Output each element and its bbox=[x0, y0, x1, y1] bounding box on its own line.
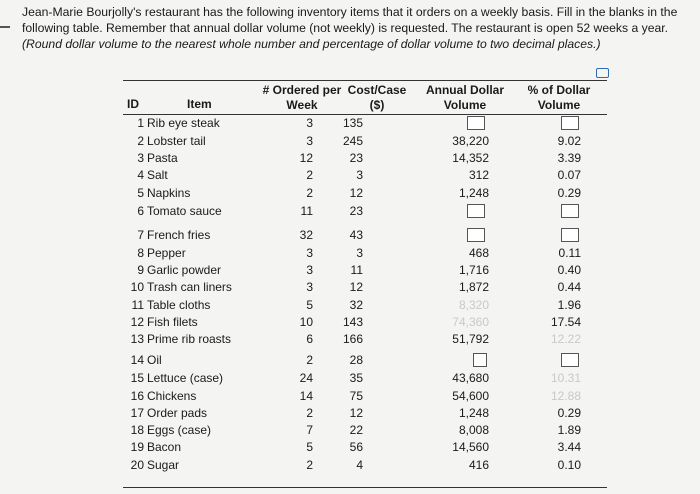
cell-ordered: 12 bbox=[299, 151, 313, 165]
cell-annual: 14,560 bbox=[452, 440, 489, 454]
table-row bbox=[123, 405, 607, 422]
cell-ordered: 2 bbox=[306, 353, 313, 367]
cell-cost: 43 bbox=[349, 228, 363, 242]
cell-annual: 468 bbox=[468, 246, 489, 260]
header-cost-line2: ($) bbox=[369, 98, 385, 112]
header-cost-line1: Cost/Case bbox=[347, 83, 407, 97]
cell-annual: 1,248 bbox=[458, 406, 489, 420]
cell-cost: 11 bbox=[350, 263, 363, 277]
cell-id: 4 bbox=[137, 168, 144, 182]
cell-cost: 32 bbox=[349, 298, 363, 312]
header-id: ID bbox=[127, 97, 139, 111]
cell-pct: 0.07 bbox=[557, 168, 581, 182]
cell-ordered: 32 bbox=[299, 228, 313, 242]
table-row bbox=[123, 388, 607, 405]
cell-cost: 3 bbox=[356, 246, 363, 260]
cell-annual: 14,352 bbox=[452, 151, 489, 165]
cell-cost: 12 bbox=[349, 280, 363, 294]
header-annual-line1: Annual Dollar bbox=[425, 83, 504, 97]
cell-cost: 56 bbox=[349, 440, 363, 454]
cell-id: 10 bbox=[130, 280, 144, 294]
table-bottom-rule bbox=[123, 487, 607, 488]
table-row bbox=[123, 457, 607, 474]
cell-ordered: 6 bbox=[306, 332, 313, 346]
cell-item: Bacon bbox=[147, 440, 182, 454]
header-ordered-line1: # Ordered per bbox=[262, 83, 342, 97]
cell-pct: 3.39 bbox=[557, 151, 581, 165]
annual-volume-input[interactable] bbox=[467, 204, 485, 218]
percent-volume-input[interactable] bbox=[561, 228, 579, 242]
cell-annual: 1,872 bbox=[458, 280, 489, 294]
table-row bbox=[123, 150, 607, 167]
cell-annual: 8,008 bbox=[458, 423, 489, 437]
cell-ordered: 10 bbox=[299, 315, 313, 329]
cell-annual: 38,220 bbox=[452, 134, 489, 148]
cell-cost: 22 bbox=[349, 423, 363, 437]
cell-item: Sugar bbox=[147, 458, 180, 472]
cell-pct: 12.22 bbox=[550, 332, 581, 346]
cell-ordered: 3 bbox=[306, 134, 313, 148]
cell-annual: 54,600 bbox=[452, 389, 489, 403]
instructions-text: Jean-Marie Bourjolly's restaurant has the following inventory items that it orders on a weekly basis. Fill in the blanks in the following table. Remember that annual dollar volume (not weekly) is requested. The restaurant is open 52 weeks a year. bbox=[22, 5, 678, 35]
cell-annual: 74,360 bbox=[452, 315, 489, 329]
table-row bbox=[123, 245, 607, 262]
cell-id: 15 bbox=[130, 371, 144, 385]
cell-cost: 12 bbox=[349, 406, 363, 420]
header-pct bbox=[521, 83, 597, 113]
cell-pct: 1.96 bbox=[557, 298, 581, 312]
cell-ordered: 14 bbox=[299, 389, 313, 403]
cell-item: Lettuce (case) bbox=[147, 371, 224, 385]
cell-ordered: 3 bbox=[306, 263, 313, 277]
cell-item: Fish filets bbox=[147, 315, 198, 329]
cell-annual: 43,680 bbox=[452, 371, 489, 385]
cell-pct: 17.54 bbox=[550, 315, 581, 329]
cell-pct: 9.02 bbox=[557, 134, 581, 148]
cell-id: 3 bbox=[137, 151, 144, 165]
cell-pct: 0.44 bbox=[557, 280, 581, 294]
cell-id: 19 bbox=[130, 440, 144, 454]
table-row bbox=[123, 314, 607, 331]
cell-id: 11 bbox=[131, 298, 144, 312]
cell-ordered: 2 bbox=[306, 186, 313, 200]
table-row bbox=[123, 133, 607, 150]
back-arrow-icon[interactable] bbox=[0, 26, 10, 28]
percent-volume-input[interactable] bbox=[561, 204, 579, 218]
cell-pct: 0.11 bbox=[558, 246, 581, 260]
cell-id: 14 bbox=[130, 353, 144, 367]
table-header bbox=[123, 81, 607, 113]
cell-pct: 0.29 bbox=[557, 186, 581, 200]
cell-item: Tomato sauce bbox=[147, 204, 222, 218]
table-row bbox=[123, 422, 607, 439]
table-row bbox=[123, 297, 607, 314]
cell-ordered: 5 bbox=[306, 298, 313, 312]
inventory-table bbox=[123, 80, 607, 472]
table-row bbox=[123, 262, 607, 279]
cell-item: French fries bbox=[147, 228, 211, 242]
cell-cost: 75 bbox=[349, 389, 363, 403]
cell-annual: 1,248 bbox=[458, 186, 489, 200]
cell-id: 1 bbox=[137, 116, 144, 130]
cell-cost: 143 bbox=[342, 315, 363, 329]
header-annual-line2: Volume bbox=[443, 98, 487, 112]
cell-annual: 312 bbox=[468, 168, 489, 182]
cell-ordered: 2 bbox=[306, 458, 313, 472]
cell-ordered: 11 bbox=[300, 204, 313, 218]
cell-annual: 51,792 bbox=[452, 332, 489, 346]
cell-cost: 12 bbox=[349, 186, 363, 200]
cell-id: 6 bbox=[137, 204, 144, 218]
cell-cost: 28 bbox=[349, 353, 363, 367]
cell-pct: 3.44 bbox=[557, 440, 581, 454]
cell-item: Table cloths bbox=[147, 298, 211, 312]
cell-item: Order pads bbox=[147, 406, 208, 420]
table-row bbox=[123, 185, 607, 202]
cell-cost: 23 bbox=[349, 204, 363, 218]
cell-pct: 0.40 bbox=[557, 263, 581, 277]
cell-item: Pepper bbox=[147, 246, 186, 260]
cell-item: Napkins bbox=[147, 186, 191, 200]
cell-pct: 10.31 bbox=[550, 371, 581, 385]
table-row bbox=[123, 370, 607, 387]
annual-volume-input[interactable] bbox=[467, 228, 485, 242]
cell-pct: 12.88 bbox=[550, 389, 581, 403]
cell-ordered: 24 bbox=[299, 371, 313, 385]
cell-ordered: 2 bbox=[306, 406, 313, 420]
cell-id: 17 bbox=[130, 406, 144, 420]
header-cost bbox=[345, 83, 409, 113]
cell-item: Pasta bbox=[147, 151, 178, 165]
cell-item: Eggs (case) bbox=[147, 423, 212, 437]
cell-id: 7 bbox=[137, 228, 144, 242]
cell-pct: 0.29 bbox=[557, 406, 581, 420]
cell-ordered: 7 bbox=[306, 423, 313, 437]
problem-instructions bbox=[22, 4, 692, 52]
cell-id: 13 bbox=[130, 332, 144, 346]
cell-cost: 135 bbox=[342, 116, 363, 130]
header-ordered-line2: Week bbox=[286, 98, 318, 112]
cell-item: Prime rib roasts bbox=[147, 332, 232, 346]
cell-ordered: 3 bbox=[306, 116, 313, 130]
cell-cost: 3 bbox=[356, 168, 363, 182]
cell-annual: 1,716 bbox=[458, 263, 489, 277]
cell-ordered: 3 bbox=[306, 280, 313, 294]
cell-ordered: 3 bbox=[306, 246, 313, 260]
cell-item: Oil bbox=[147, 353, 162, 367]
cell-cost: 23 bbox=[349, 151, 363, 165]
table-row bbox=[123, 439, 607, 456]
header-pct-line1: % of Dollar bbox=[527, 83, 591, 97]
cell-item: Garlic powder bbox=[147, 263, 222, 277]
annual-volume-input[interactable] bbox=[467, 116, 485, 130]
cell-item: Lobster tail bbox=[147, 134, 206, 148]
cell-item: Rib eye steak bbox=[147, 116, 220, 130]
copy-table-icon[interactable] bbox=[596, 68, 609, 78]
cell-id: 9 bbox=[137, 263, 144, 277]
cell-annual: 8,320 bbox=[458, 298, 489, 312]
cell-id: 20 bbox=[130, 458, 144, 472]
cell-ordered: 5 bbox=[306, 440, 313, 454]
header-pct-line2: Volume bbox=[537, 98, 581, 112]
cell-id: 8 bbox=[137, 246, 144, 260]
cell-item: Chickens bbox=[147, 389, 197, 403]
table-row bbox=[123, 279, 607, 296]
cell-cost: 35 bbox=[349, 371, 363, 385]
cell-id: 18 bbox=[130, 423, 144, 437]
cell-cost: 4 bbox=[356, 458, 363, 472]
table-row bbox=[123, 331, 607, 348]
table-row bbox=[123, 115, 607, 132]
cell-id: 12 bbox=[130, 315, 144, 329]
cell-cost: 166 bbox=[342, 332, 363, 346]
annual-volume-input[interactable] bbox=[473, 353, 487, 367]
percent-volume-input[interactable] bbox=[561, 116, 579, 130]
cell-ordered: 2 bbox=[306, 168, 313, 182]
table-row bbox=[123, 227, 607, 244]
header-annual bbox=[419, 83, 511, 113]
cell-id: 16 bbox=[130, 389, 144, 403]
header-ordered bbox=[255, 83, 349, 113]
table-row bbox=[123, 167, 607, 184]
table-row bbox=[123, 203, 607, 220]
cell-pct: 0.10 bbox=[557, 458, 581, 472]
rounding-note: (Round dollar volume to the nearest whole number and percentage of dollar volume to two decimal places.) bbox=[22, 37, 601, 51]
table-row bbox=[123, 352, 607, 369]
header-item: Item bbox=[187, 97, 212, 111]
cell-id: 2 bbox=[137, 134, 144, 148]
cell-pct: 1.89 bbox=[557, 423, 581, 437]
cell-id: 5 bbox=[137, 186, 144, 200]
cell-item: Salt bbox=[147, 168, 168, 182]
cell-annual: 416 bbox=[468, 458, 489, 472]
cell-cost: 245 bbox=[342, 134, 363, 148]
percent-volume-input[interactable] bbox=[561, 353, 579, 367]
cell-item: Trash can liners bbox=[147, 280, 232, 294]
